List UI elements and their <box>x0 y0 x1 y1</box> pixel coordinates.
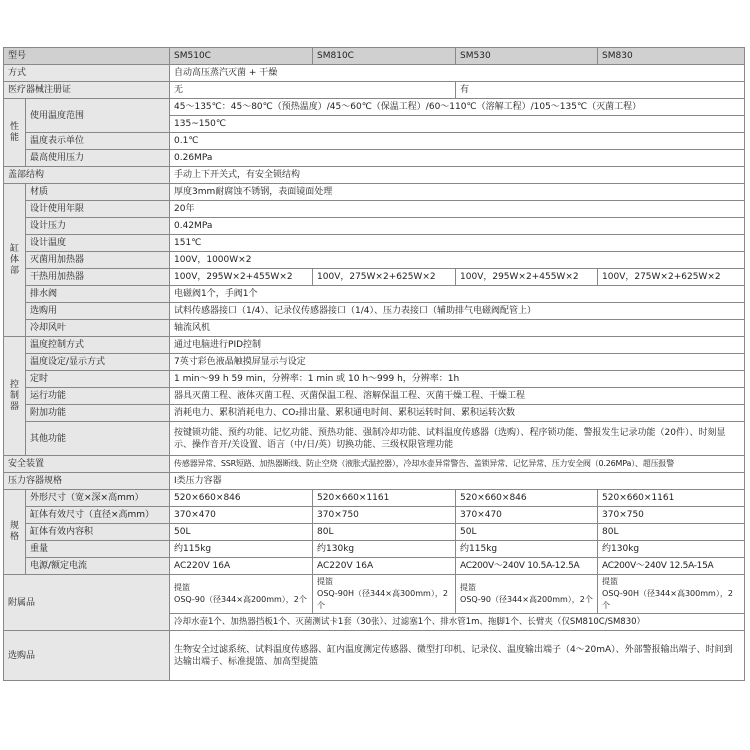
max-pressure-label: 最高使用压力 <box>26 150 170 167</box>
power-label: 电源/额定电流 <box>26 558 170 575</box>
run-value: 器具灭菌工程、液体灭菌工程、灭菌保温工程、溶解保温工程、灭菌干燥工程、干燥工程 <box>170 388 745 405</box>
inner-value: 370×750 <box>313 507 456 524</box>
volume-value: 80L <box>598 524 745 541</box>
dry-heater-value: 100V，295W×2+455W×2 <box>170 269 313 286</box>
outer-label: 外形尺寸（宽×深×高mm） <box>26 490 170 507</box>
other-label: 其他功能 <box>26 422 170 456</box>
model-name: SM530 <box>456 48 598 65</box>
temp-range-label: 使用温度范围 <box>26 99 170 133</box>
display-label: 温度设定/显示方式 <box>26 354 170 371</box>
temp-unit-label: 温度表示单位 <box>26 133 170 150</box>
model-name: SM510C <box>170 48 313 65</box>
max-pressure-row <box>4 150 745 167</box>
weight-value: 约115kg <box>170 541 313 558</box>
temp-unit-value: 0.1℃ <box>170 133 745 150</box>
fan-value: 轴流风机 <box>170 320 745 337</box>
optional-row <box>4 631 745 681</box>
options-label: 选购用 <box>26 303 170 320</box>
run-row <box>4 388 745 405</box>
timer-value: 1 min～99 h 59 min，分辨率：1 min 或 10 h～999 h，分辨率：1h <box>170 371 745 388</box>
life-row <box>4 201 745 218</box>
optional-label: 选购品 <box>4 631 170 681</box>
outer-row <box>4 490 745 507</box>
volume-value: 50L <box>170 524 313 541</box>
material-value: 厚度3mm耐腐蚀不锈钢，表面镜面处理 <box>170 184 745 201</box>
temp-ctrl-value: 通过电脑进行PID控制 <box>170 337 745 354</box>
spec-group-label <box>4 490 26 575</box>
basket-model: OSQ-90（径344×高200mm），2个 <box>460 595 593 604</box>
ster-heater-label: 灭菌用加热器 <box>26 252 170 269</box>
design-temp-row <box>4 235 745 252</box>
basket-title: 提篮 <box>602 577 619 586</box>
weight-label: 重量 <box>26 541 170 558</box>
dry-heater-value: 100V，295W×2+455W×2 <box>456 269 598 286</box>
registration-value: 无 <box>170 82 456 99</box>
control-group-text: 控制器 <box>9 379 19 412</box>
basket-cell <box>170 575 313 614</box>
accessories-common-value: 冷却水壶1个、加热器挡板1个、灭菌测试卡1套（30张）、过滤塞1个、排水管1m、拖脚1个、长臂夹（仅SM810C/SM830） <box>170 614 745 631</box>
design-pressure-value: 0.42MPa <box>170 218 745 235</box>
registration-value: 有 <box>456 82 745 99</box>
volume-label: 缸体有效内容积 <box>26 524 170 541</box>
life-label: 设计使用年限 <box>26 201 170 218</box>
extra-label: 附加功能 <box>26 405 170 422</box>
outer-value: 520×660×846 <box>456 490 598 507</box>
volume-value: 80L <box>313 524 456 541</box>
model-name: SM830 <box>598 48 745 65</box>
life-value: 20年 <box>170 201 745 218</box>
basket-title: 提篮 <box>460 583 477 592</box>
inner-row <box>4 507 745 524</box>
power-value: AC220V 16A <box>170 558 313 575</box>
basket-title: 提篮 <box>174 583 191 592</box>
optional-value: 生物安全过滤系统、试料温度传感器、缸内温度测定传感器、微型打印机、记录仪、温度输出端子（4～20mA）、外部警报输出端子、时间到达输出端子、标准提篮、加高型提篮 <box>170 631 745 681</box>
ster-heater-value: 100V，1000W×2 <box>170 252 745 269</box>
design-pressure-label: 设计压力 <box>26 218 170 235</box>
outer-value: 520×660×1161 <box>598 490 745 507</box>
outer-value: 520×660×846 <box>170 490 313 507</box>
temp-range-value: 45～135℃：45～80℃（预热温度）/45～60℃（保温工程）/60～110℃（溶解工程）/105～135℃（灭菌工程） <box>170 99 745 116</box>
basket-row <box>4 575 745 614</box>
safety-label: 安全装置 <box>4 456 170 473</box>
vessel-row <box>4 473 745 490</box>
accessories-label: 附属品 <box>4 575 170 631</box>
chamber-group-text: 缸体部 <box>9 243 19 276</box>
drain-row <box>4 286 745 303</box>
dry-heater-value: 100V，275W×2+625W×2 <box>598 269 745 286</box>
design-pressure-row <box>4 218 745 235</box>
basket-cell <box>313 575 456 614</box>
ster-heater-row <box>4 252 745 269</box>
power-value: AC220V 16A <box>313 558 456 575</box>
drain-label: 排水阀 <box>26 286 170 303</box>
registration-label: 医疗器械注册证 <box>4 82 170 99</box>
safety-row <box>4 456 745 473</box>
timer-row <box>4 371 745 388</box>
extra-row <box>4 405 745 422</box>
weight-row <box>4 541 745 558</box>
dry-heater-row <box>4 269 745 286</box>
performance-group-label <box>4 99 26 167</box>
vessel-value: Ⅰ类压力容器 <box>170 473 745 490</box>
fan-label: 冷却风叶 <box>26 320 170 337</box>
material-label: 材质 <box>26 184 170 201</box>
temp-unit-row <box>4 133 745 150</box>
safety-value: 传感器异常、SSR短路、加热器断线、防止空烧（液胀式温控器），冷却水壶异常警告、盖锁异常、记忆异常、压力安全阀（0.26MPa）、超压报警 <box>170 456 745 473</box>
header-row <box>4 48 745 65</box>
extra-value: 消耗电力、累积消耗电力、CO₂排出量、累积通电时间、累积运转时间、累积运转次数 <box>170 405 745 422</box>
power-row <box>4 558 745 575</box>
model-header-label: 型号 <box>4 48 170 65</box>
display-value: 7英寸彩色液晶触摸屏显示与设定 <box>170 354 745 371</box>
dry-heater-label: 干热用加热器 <box>26 269 170 286</box>
inner-value: 370×470 <box>456 507 598 524</box>
registration-row <box>4 82 745 99</box>
other-row <box>4 422 745 456</box>
control-group-label <box>4 337 26 456</box>
basket-model: OSQ-90H（径344×高300mm），2个 <box>317 589 448 610</box>
basket-model: OSQ-90（径344×高200mm），2个 <box>174 595 307 604</box>
temp-range-row <box>4 99 745 116</box>
design-temp-label: 设计温度 <box>26 235 170 252</box>
max-pressure-value: 0.26MPa <box>170 150 745 167</box>
vessel-label: 压力容器规格 <box>4 473 170 490</box>
run-label: 运行功能 <box>26 388 170 405</box>
dry-heater-value: 100V，275W×2+625W×2 <box>313 269 456 286</box>
temp-ctrl-row <box>4 337 745 354</box>
outer-value: 520×660×1161 <box>313 490 456 507</box>
chamber-group-label <box>4 184 26 337</box>
display-row <box>4 354 745 371</box>
options-row <box>4 303 745 320</box>
other-value: 按键锁功能、预约功能、记忆功能、预热功能、强制冷却功能、试料温度传感器（选购）、程序锁功能、警报发生记录功能（20件）、时刻显示、操作音开/关设置、语言（中/日/英）切换功能、三级权限管理功能 <box>170 422 745 456</box>
lid-label: 盖部结构 <box>4 167 170 184</box>
power-value: AC200V～240V 10.5A-12.5A <box>456 558 598 575</box>
model-name: SM810C <box>313 48 456 65</box>
temp-range-value-2: 135~150℃ <box>170 116 745 133</box>
power-value: AC200V～240V 12.5A-15A <box>598 558 745 575</box>
weight-value: 约130kg <box>598 541 745 558</box>
inner-value: 370×750 <box>598 507 745 524</box>
inner-value: 370×470 <box>170 507 313 524</box>
fan-row <box>4 320 745 337</box>
weight-value: 约115kg <box>456 541 598 558</box>
spec-table <box>3 47 745 681</box>
design-temp-value: 151℃ <box>170 235 745 252</box>
performance-group-text: 性能 <box>9 121 19 143</box>
inner-label: 缸体有效尺寸（直径×高mm） <box>26 507 170 524</box>
basket-cell <box>598 575 745 614</box>
method-row <box>4 65 745 82</box>
timer-label: 定时 <box>26 371 170 388</box>
spec-group-text: 规格 <box>9 521 19 542</box>
temp-ctrl-label: 温度控制方式 <box>26 337 170 354</box>
lid-row <box>4 167 745 184</box>
volume-value: 50L <box>456 524 598 541</box>
method-label: 方式 <box>4 65 170 82</box>
lid-value: 手动上下开关式，有安全锁结构 <box>170 167 745 184</box>
material-row <box>4 184 745 201</box>
drain-value: 电磁阀1个，手阀1个 <box>170 286 745 303</box>
basket-cell <box>456 575 598 614</box>
basket-title: 提篮 <box>317 577 334 586</box>
basket-model: OSQ-90H（径344×高300mm），2个 <box>602 589 733 610</box>
method-value: 自动高压蒸汽灭菌 + 干燥 <box>170 65 745 82</box>
volume-row <box>4 524 745 541</box>
options-value: 试料传感器接口（1/4）、记录仪传感器接口（1/4）、压力表接口（辅助排气电磁阀配管上） <box>170 303 745 320</box>
weight-value: 约130kg <box>313 541 456 558</box>
